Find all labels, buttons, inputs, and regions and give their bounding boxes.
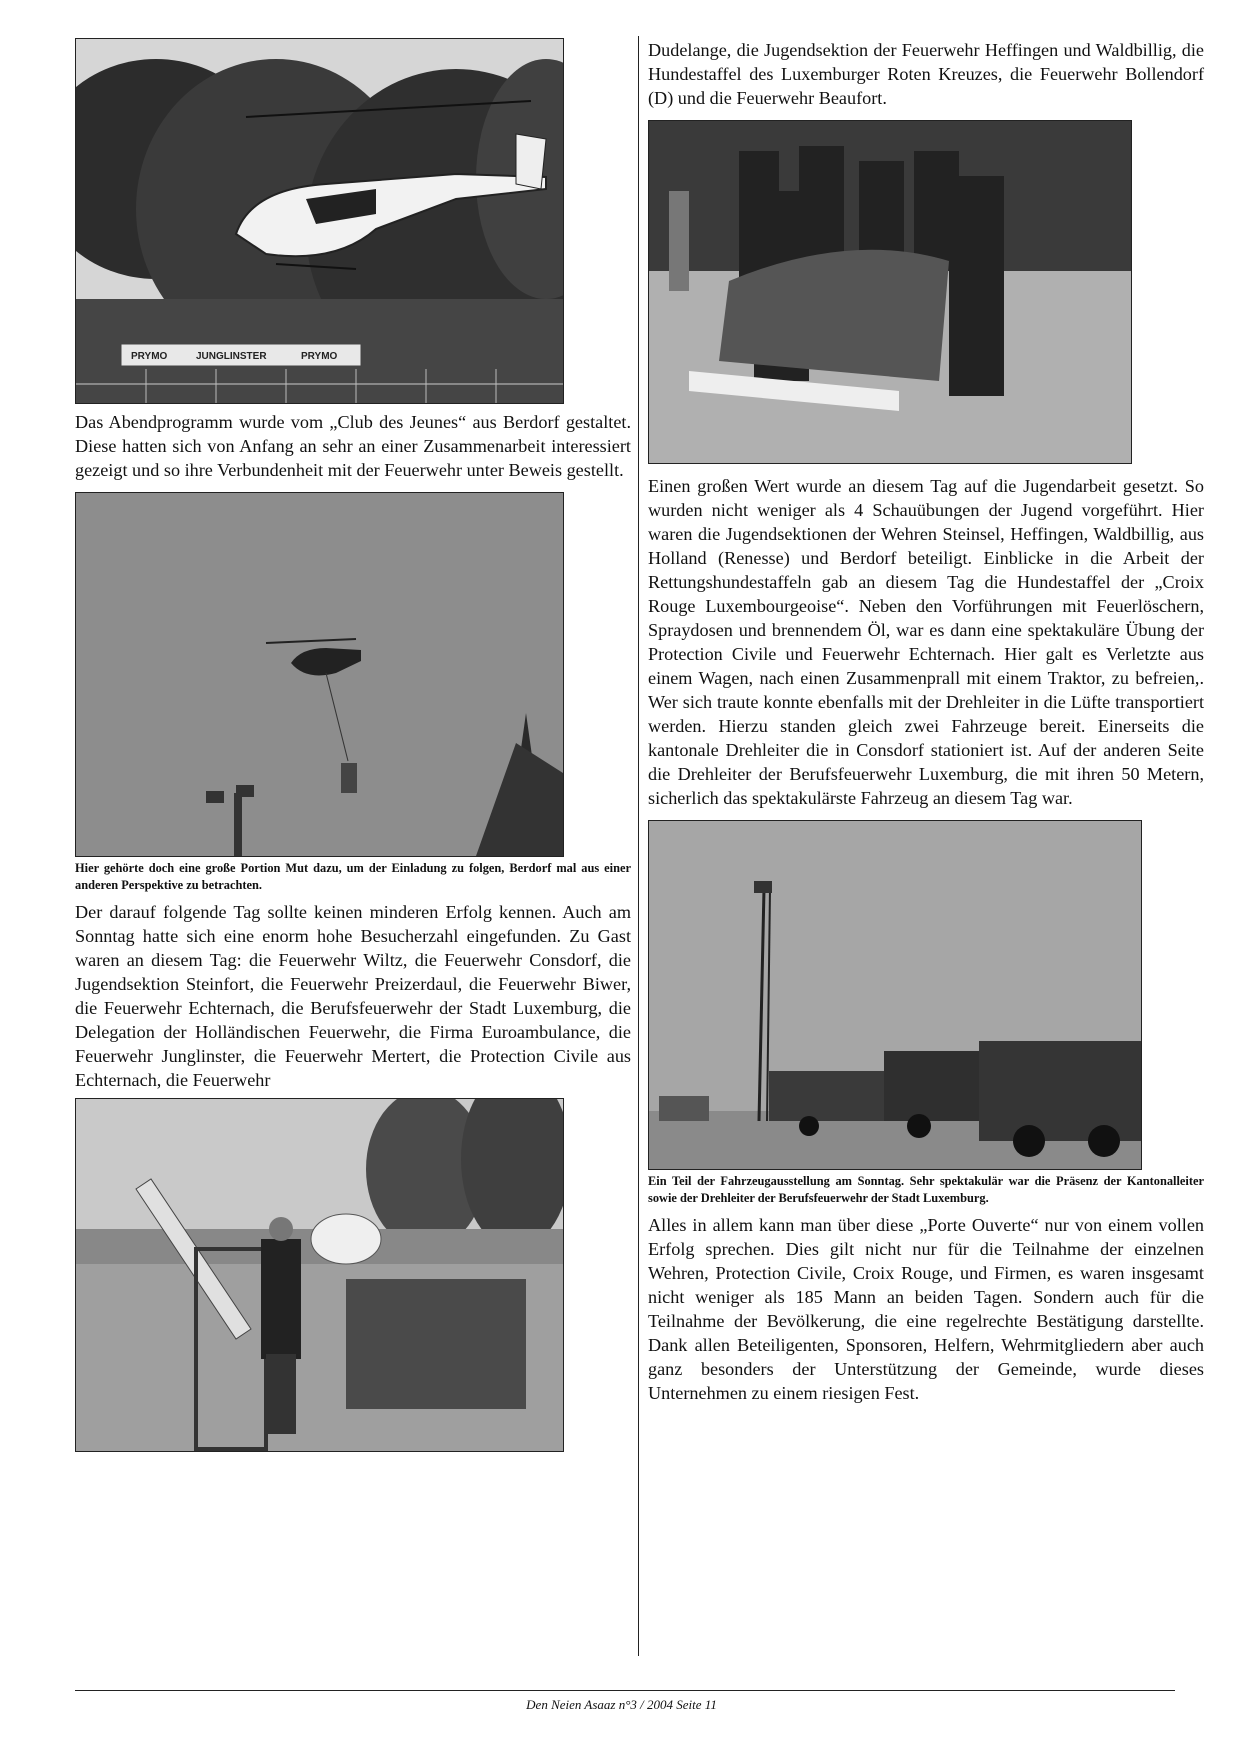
photo-dog-training [75,1098,564,1452]
paragraph-abendprogramm: Das Abendprogramm wurde vom „Club des Jeunes“ aus Berdorf gestaltet. Diese hatten sich von Anfang an sehr an einer Zusammenarbeit interessiert gezeigt und so ihre Verbundenheit mit der Feuerwehr unter Beweis gestellt. [75,412,631,480]
paragraph-jugendarbeit: Einen großen Wert wurde an diesem Tag auf die Jugendarbeit gesetzt. So wurden nicht weniger als 4 Schauübungen der Jugend vorgeführt. Hier waren die Jugendsektionen der Wehren Steinsel, Heffingen, Waldbillig, aus Holland (Renesse) und Berdorf beteiligt. Einblicke in die Arbeit der Rettungshundestaffeln gab an diesem Tag die Hundestaffel der „Croix Rouge Luxembourgeoise“. Neben den Vorführungen mit Feuerlöschern, Spraydosen und brennendem Öl, war es dann eine spektakuläre Übung der Protection Civile und Feuerwehr Echternach. Hier galt es Verletzte aus einem Wagen, nach einen Zusammenprall mit einem Traktor, zu befreien,. Wer sich traute konnte ebenfalls mit der Drehleiter in die Lüfte transportiert werden. Hierzu standen gleich zwei Fahrzeuge bereit. Einerseits die kantonale Drehleiter die in Consdorf stationiert ist. Auf der anderen Seite die Drehleiter der Berufsfeuerwehr Luxemburg, die mit ihren 50 Metern, sicherlich das spektakulärste Fahrzeug an diesem Tag war. [648,476,1204,808]
caption-helicopter-sky: Hier gehörte doch eine große Portion Mut dazu, um der Einladung zu folgen, Berdorf mal aus einer anderen Perspektive zu betrachten. [75,861,631,892]
paragraph-sonntag: Der darauf folgende Tag sollte keinen minderen Erfolg kennen. Auch am Sonntag hatte sich eine enorm hohe Besucherzahl eingefunden. Zu Gast waren an diesem Tag: die Feuerwehr Wiltz, die Feuerwehr Consdorf, die Jugendsektion Steinfort, die Feuerwehr Preizerdaul, die Feuerwehr Biwer, die Feuerwehr Echternach, die Berufsfeuerwehr der Stadt Luxemburg, die Delegation der Holländischen Feuerwehr, die Firma Euroambulance, die Feuerwehr Junglinster, die Feuerwehr Mertert, die Protection Civile aus Echternach, die Feuerwehr [75,902,631,1090]
banner-text-left: PRYMO [131,351,168,362]
footer-rule [75,1690,1175,1691]
photo-vehicle-exhibition [648,820,1142,1170]
paragraph-dudelange: Dudelange, die Jugendsektion der Feuerwehr Heffingen und Waldbillig, die Hundestaffel des Luxemburger Roten Kreuzes, die Feuerwehr Bollendorf (D) und die Feuerwehr Beaufort. [648,40,1204,108]
banner-text-mid: JUNGLINSTER [196,351,267,362]
column-divider [638,36,639,1656]
photo-youth-rescue-drill [648,120,1132,464]
caption-vehicles: Ein Teil der Fahrzeugausstellung am Sonntag. Sehr spektakulär war die Präsenz der Kantonalleiter sowie der Drehleiter der Berufsfeuerwehr der Stadt Luxemburg. [648,1174,1204,1205]
banner-text-right: PRYMO [301,351,338,362]
right-column [648,38,1204,1405]
photo-helicopter-sky [75,492,564,857]
left-column [75,38,631,1452]
photo-helicopter-trees [75,38,564,404]
page-footer: Den Neien Asaaz n°3 / 2004 Seite 11 [526,1697,717,1712]
paragraph-fazit: Alles in allem kann man über diese „Porte Ouverte“ nur von einem vollen Erfolg sprechen. Dies gilt nicht nur für die Teilnahme der einzelnen Wehren, Protection Civile, Croix Rouge, und Firmen, es waren insgesamt nicht weniger als 185 Mann an beiden Tagen. Sondern auch für die Teilnahme der Bevölkerung, die eine regelrechte Bestätigung darstellte. Dank allen Beteiligenten, Sponsoren, Helfern, Wehrmitgliedern aber auch ganz besonders der Unterstützung der Gemeinde, wurde dieses Unternehmen zu einem riesigen Fest. [648,1215,1204,1403]
